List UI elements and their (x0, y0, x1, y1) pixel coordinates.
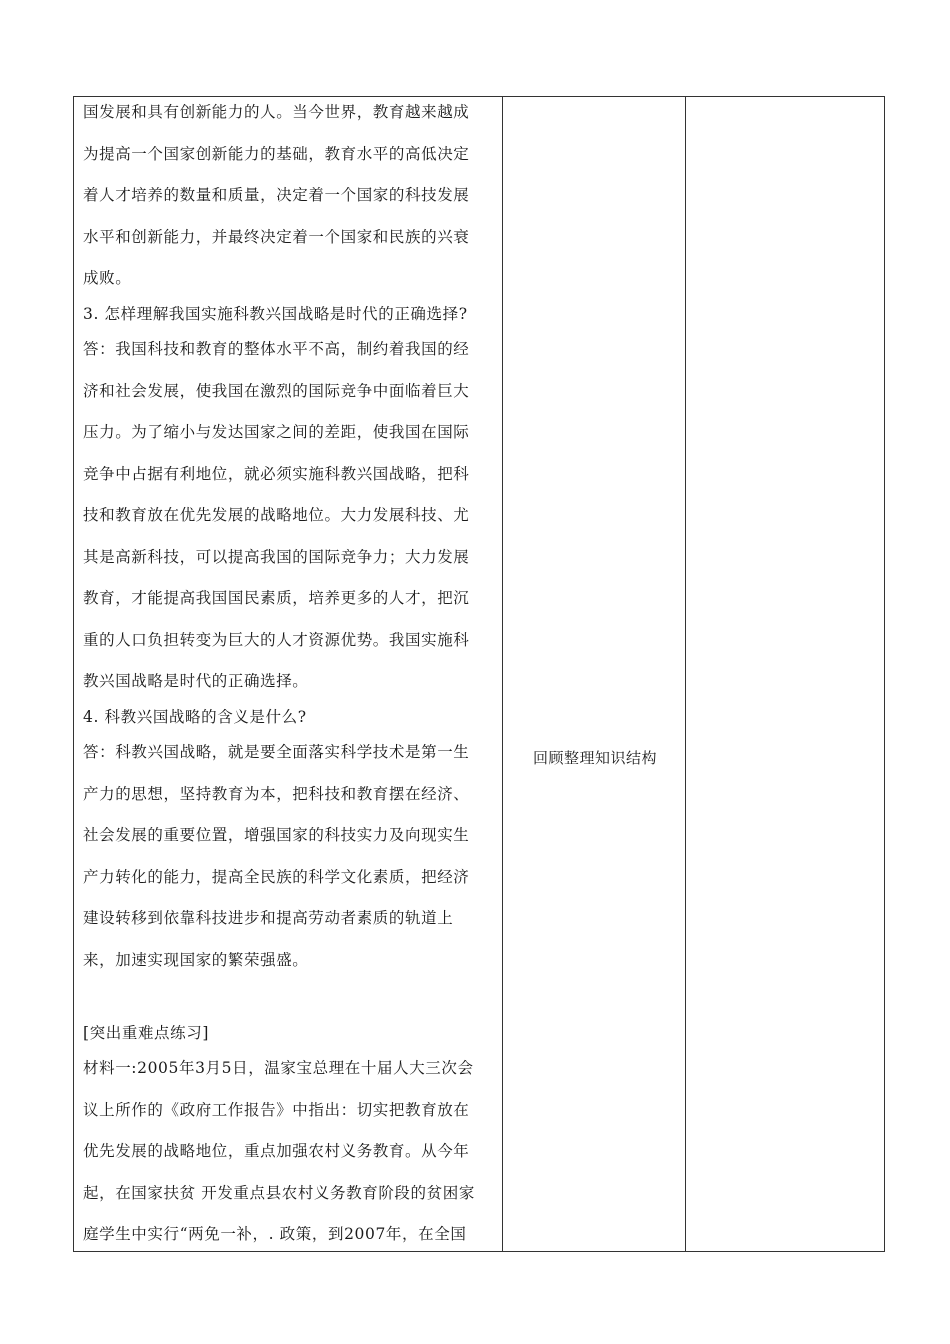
text-line: 产力的思想，坚持教育为本，把科技和教育摆在经济、 (83, 785, 470, 803)
text-line: 水平和创新能力，并最终决定着一个国家和民族的兴衰 (83, 228, 470, 246)
text-line: 重的人口负担转变为巨大的人才资源优势。我国实施科 (83, 631, 470, 649)
text-line: 4. 科教兴国战略的含义是什么? (83, 708, 307, 726)
text-line: 济和社会发展，使我国在激烈的国际竞争中面临着巨大 (83, 382, 470, 400)
middle-column-text: 回顾整理知识结构 (532, 749, 657, 767)
section-heading: [突出重难点练习] (83, 1024, 209, 1042)
column-divider-1 (502, 97, 503, 1251)
text-line: 教育，才能提高我国国民素质，培养更多的人才，把沉 (83, 589, 470, 607)
column-divider-2 (685, 97, 686, 1251)
text-line: 议上所作的《政府工作报告》中指出：切实把教育放在 (83, 1101, 470, 1119)
content-table (73, 96, 885, 1252)
text-line: 成败。 (83, 269, 132, 287)
text-line: 答：科教兴国战略，就是要全面落实科学技术是第一生 (83, 743, 470, 761)
text-line: 国发展和具有创新能力的人。当今世界，教育越来越成 (83, 103, 470, 121)
text-line: 起，在国家扶贫 开发重点县农村义务教育阶段的贫困家 (83, 1184, 475, 1202)
text-line: 社会发展的重要位置，增强国家的科技实力及向现实生 (83, 826, 470, 844)
text-line: 教兴国战略是时代的正确选择。 (83, 672, 309, 690)
text-line: 技和教育放在优先发展的战略地位。大力发展科技、尤 (83, 506, 470, 524)
text-line: 竞争中占据有利地位，就必须实施科教兴国战略，把科 (83, 465, 470, 483)
text-line: 压力。为了缩小与发达国家之间的差距，使我国在国际 (83, 423, 470, 441)
text-line: 来，加速实现国家的繁荣强盛。 (83, 951, 309, 969)
text-line: 优先发展的战略地位，重点加强农村义务教育。从今年 (83, 1142, 470, 1160)
text-line: 材料一:2005年3月5日，温家宝总理在十届人大三次会 (83, 1059, 474, 1077)
text-line: 建设转移到依靠科技进步和提高劳动者素质的轨道上 (83, 909, 454, 927)
text-line: 庭学生中实行“两免一补，. 政策，到2007年，在全国 (83, 1225, 467, 1243)
text-line: 答：我国科技和教育的整体水平不高，制约着我国的经 (83, 340, 470, 358)
text-line: 为提高一个国家创新能力的基础，教育水平的高低决定 (83, 145, 470, 163)
text-line: 3. 怎样理解我国实施科教兴国战略是时代的正确选择? (83, 305, 468, 323)
text-line: 着人才培养的数量和质量，决定着一个国家的科技发展 (83, 186, 470, 204)
text-line: 产力转化的能力，提高全民族的科学文化素质，把经济 (83, 868, 470, 886)
text-line: 其是高新科技，可以提高我国的国际竞争力；大力发展 (83, 548, 470, 566)
